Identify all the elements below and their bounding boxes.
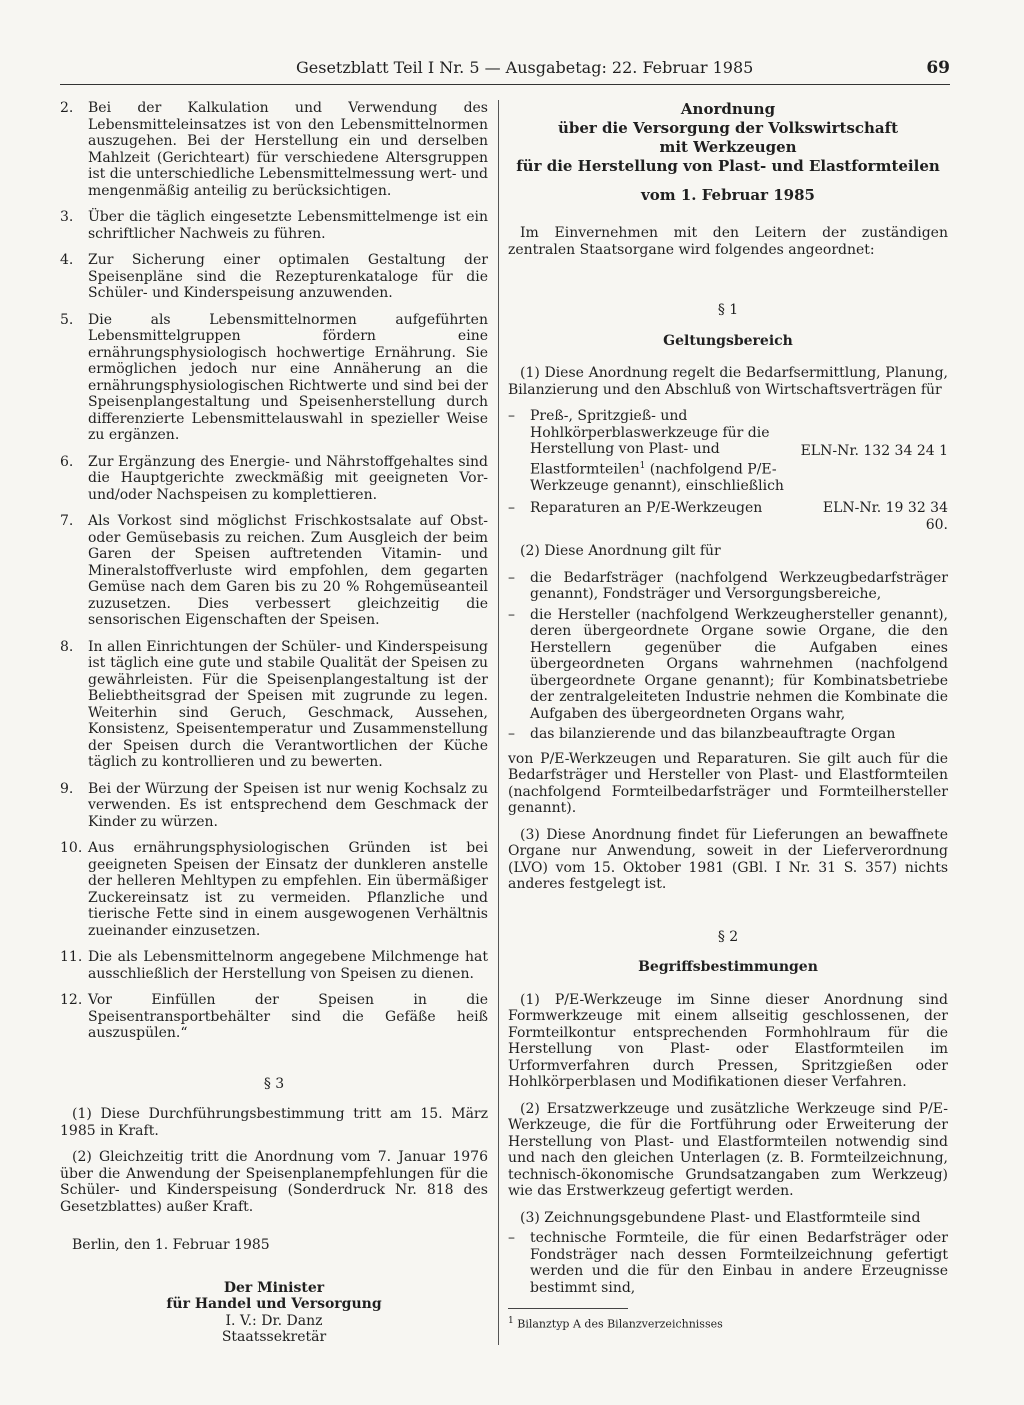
section-2-heading: § 2 bbox=[717, 928, 739, 945]
list-item: 8. In allen Einrichtungen der Schüler- und Kinderspeisung ist täglich eine gute und stabile Qualität der Speisen zu gewährleisten. Für die Speisenplangestaltung ist der Beliebtheitsgrad der Speisen mit zugrunde zu legen. Weiterhin sind Geruch, Geschmack, Aussehen, Konsistenz, Speisentemperatur und Zusammenstellung der Speisen durch die Verantwortlichen der Küche täglich zu kontrollieren und zu bewerten. bbox=[60, 638, 488, 770]
section-2-paragraph-2: (2) Ersatzwerkzeuge und zusätzliche Werkzeuge sind P/E-Werkzeuge, die für die Fortführung oder Erweiterung der Herstellung von Plast- und Elastformteilen notwendig sind und nach den gleichen Unterlagen (z. B. Formteilzeichnung, technisch-ökonomische Grundsatzangaben zum Werkzeug) wie das Erstwerkzeug gefertigt werden. bbox=[508, 1100, 948, 1200]
page-header bbox=[60, 58, 950, 85]
section-1-paragraph-2: (2) Diese Anordnung gilt für bbox=[520, 543, 721, 560]
list-item: 5. Die als Lebensmittelnormen aufgeführten Lebensmittelgruppen fördern eine ernährungsphysiologisch hochwertige Ernährung. Sie ermöglichen jedoch nur eine Annäherung an die ernährungsphysiologischen Richtwerte und sind bei der Speisenplangestaltung und Speisenherstellung durch differenzierte Lebensmittelauswahl in spezieller Weise zu ergänzen. bbox=[60, 311, 488, 443]
footnote-marker: 1 bbox=[639, 460, 646, 471]
list-item: 11. Die als Lebensmittelnorm angegebene Milchmenge hat ausschließlich der Herstellung von Speisen zu dienen. bbox=[60, 949, 488, 982]
signature-ministry: für Handel und Versorgung bbox=[166, 1296, 382, 1312]
left-column bbox=[60, 100, 488, 1346]
intro-paragraph: Im Einvernehmen mit den Leitern der zuständigen zentralen Staatsorgane wird folgendes angeordnet: bbox=[508, 225, 948, 258]
section-1-title: Geltungsbereich bbox=[663, 332, 793, 349]
list-item: 4. Zur Sicherung einer optimalen Gestaltung der Speisenpläne sind die Rezepturenkataloge für die Schüler- und Kinderspeisung anzuwenden. bbox=[60, 252, 488, 301]
footnote-rule bbox=[508, 1308, 628, 1309]
list-item: 10. Aus ernährungsphysiologischen Gründen ist bei geeigneten Speisen der Einsatz der dunkleren anstelle der helleren Mehltypen zu empfehlen. Ein übermäßiger Zuckereinsatz ist zu vermeiden. Pflanzliche und tierische Fette sind in einem ausgewogenen Verhältnis zueinander einzusetzen. bbox=[60, 840, 488, 939]
column-divider bbox=[498, 100, 499, 1345]
signature-role: Staatssekretär bbox=[221, 1329, 327, 1345]
list-item: 7. Als Vorkost sind möglichst Frischkostsalate auf Obst- oder Gemüsebasis zu reichen. Zum Ausgleich der beim Garen der Speisen auftretenden Vitamin- und Mineralstoffverluste wird empfohlen, dem gegarten Gemüse nach dem Garen bis zu 20 % Rohgemüseanteil zuzusetzen. Dies verbessert gleichzeitig die sensorischen Eigenschaften der Speisen. bbox=[60, 513, 488, 628]
eln-code: ELN-Nr. 132 34 24 1 bbox=[800, 442, 948, 459]
header-title: Gesetzblatt Teil I Nr. 5 — Ausgabetag: 22. Februar 1985 bbox=[296, 58, 754, 77]
list-item: 12. Vor Einfüllen der Speisen in die Speisentransportbehälter sind die Gefäße heiß auszuspülen.“ bbox=[60, 992, 488, 1041]
section-2-title: Begriffsbestimmungen bbox=[638, 959, 818, 976]
section-1-heading: § 1 bbox=[717, 302, 739, 318]
list-item: 9. Bei der Würzung der Speisen ist nur wenig Kochsalz zu verwenden. Es ist entsprechend dem Geschmack der Kinder zu würzen. bbox=[60, 780, 488, 830]
list-item: 3. Über die täglich eingesetzte Lebensmittelmenge ist ein schriftlicher Nachweis zu führen. bbox=[60, 209, 488, 242]
section-3-paragraph-2: (2) Gleichzeitig tritt die Anordnung vom 7. Januar 1976 über die Anwendung der Speisenplanempfehlungen für die Schüler- und Kinderspeisung (Sonderdruck Nr. 818 des Gesetzblattes) außer Kraft. bbox=[60, 1149, 488, 1215]
signature-title: Der Minister bbox=[223, 1279, 325, 1296]
list-item: – die Bedarfsträger (nachfolgend Werkzeugbedarfsträger genannt), Fondsträger und Versorgungsbereiche, bbox=[508, 569, 948, 603]
section-3-heading: § 3 bbox=[263, 1075, 285, 1092]
section-1-paragraph-2-cont: von P/E-Werkzeugen und Reparaturen. Sie gilt auch für die Bedarfsträger und Hersteller von Plast- und Elastformteilen (nachfolgend Formteilbedarfsträger und Formteilhersteller genannt). bbox=[508, 750, 948, 817]
footnote: $^1$ Bilanztyp A des Bilanzverzeichnisses bbox=[508, 1316, 723, 1331]
section-2-paragraph-3: (3) Zeichnungsgebundene Plast- und Elastformteile sind bbox=[520, 1209, 921, 1226]
document-title: Anordnung über die Versorgung der Volkswirtschaft mit Werkzeugen für die Herstellung von Plast- und Elastformteilen vom 1. Februar 1985 bbox=[508, 100, 948, 205]
eln-code: ELN-Nr. 19 32 34 60. bbox=[822, 500, 948, 533]
list-item: 2. Bei der Kalkulation und Verwendung des Lebensmitteleinsatzes ist von den Lebensmittelnormen auszugehen. Bei der Herstellung ein und derselben Mahlzeit (Gerichteart) für verschiedene Altersgruppen ist die unterschiedliche Lebensmittelmessung wert- und mengenmäßig anteilig zu berücksichtigen. bbox=[60, 100, 488, 199]
list-item: – die Hersteller (nachfolgend Werkzeughersteller genannt), deren übergeordnete Organe sowie Organe, die den Herstellern gegenüber die Aufgaben eines übergeordneten Organs wahrnehmen (nachfolgend übergeordnete Organe genannt); für Kombinatsbetriebe der zentralgeleiteten Industrie nehmen die Kombinate die Aufgaben des übergeordneten Organs wahr, bbox=[508, 606, 948, 722]
signature-name: I. V.: Dr. Danz bbox=[225, 1312, 323, 1329]
section-1-paragraph-3: (3) Diese Anordnung findet für Lieferungen an bewaffnete Organe nur Anwendung, soweit in der Lieferverordnung (LVO) vom 15. Oktober 1981 (GBl. I Nr. 31 S. 357) nichts anderes festgelegt ist. bbox=[508, 826, 948, 893]
list-item: – das bilanzierende und das bilanzbeauftragte Organ bbox=[508, 726, 896, 743]
document-date: vom 1. Februar 1985 bbox=[641, 186, 815, 204]
section-1-paragraph-1: (1) Diese Anordnung regelt die Bedarfsermittlung, Planung, Bilanzierung und den Abschluß von Wirtschaftsverträgen für bbox=[508, 365, 948, 398]
eln-item: – Reparaturen an P/E-Werkzeugen ELN-Nr. 19 32 34 60. bbox=[508, 500, 948, 533]
section-3-paragraph-1: (1) Diese Durchführungsbestimmung tritt am 15. März 1985 in Kraft. bbox=[60, 1106, 488, 1139]
signature-block bbox=[60, 1280, 488, 1346]
place-date: Berlin, den 1. Februar 1985 bbox=[72, 1237, 270, 1253]
eln-item: – Preß-, Spritzgieß- und Hohlkörperblaswerkzeuge für die Herstellung von Plast- und Elastformteilen$^1$ (nachfolgend P/E-Werkzeuge genannt), einschließlich ELN-Nr. 132 34 24 1 bbox=[508, 408, 948, 494]
section-2-paragraph-1: (1) P/E-Werkzeuge im Sinne dieser Anordnung sind Formwerkzeuge mit einem allseitig geschlossenen, der Formteilkontur entsprechenden Formhohlraum für die Herstellung von Plast- oder Elastformteilen im Urformverfahren durch Pressen, Spritzgießen oder Hohlkörperblasen und Modifikationen dieser Verfahren. bbox=[508, 991, 948, 1091]
list-item: – technische Formteile, die für einen Bedarfsträger oder Fondsträger nach dessen Formteilzeichnung gefertigt werden und die für den Einbau in andere Erzeugnisse bestimmt sind, bbox=[508, 1230, 948, 1296]
right-column bbox=[508, 100, 948, 1333]
list-item: 6. Zur Ergänzung des Energie- und Nährstoffgehaltes sind die Hauptgerichte zweckmäßig mit geeigneten Vor- und/oder Nachspeisen zu komplettieren. bbox=[60, 453, 488, 503]
page-number: 69 bbox=[926, 58, 950, 78]
